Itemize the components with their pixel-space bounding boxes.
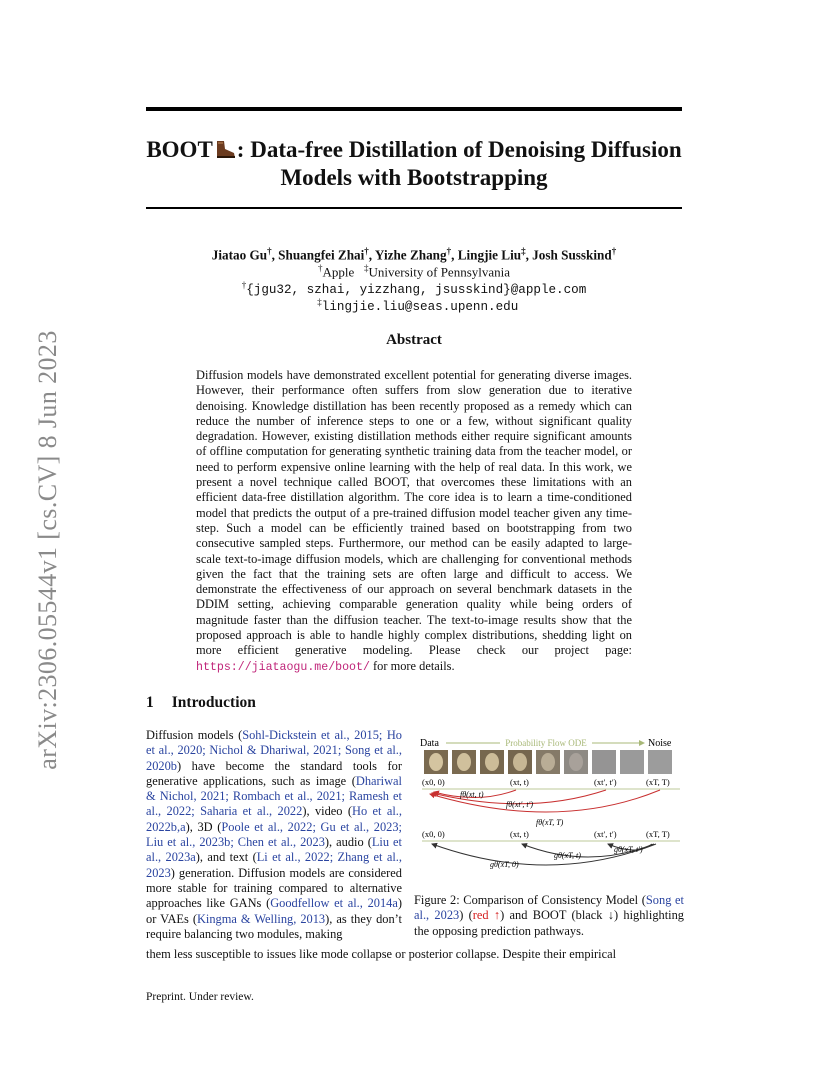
svg-text:fθ(xt′, t′): fθ(xt′, t′) xyxy=(506,800,533,809)
svg-text:fθ(xt, t): fθ(xt, t) xyxy=(460,790,484,799)
svg-text:(xt, t): (xt, t) xyxy=(510,777,529,787)
citation-link[interactable]: Sohl-Dickstein et al., 2015; Ho et al., 2020; Nichol & Dhariwal, 2021; Song et al., 2020b xyxy=(146,728,402,773)
citation-link[interactable]: Kingma & Welling, 2013 xyxy=(196,911,326,926)
affiliations: †Apple ‡University of Pennsylvania xyxy=(317,263,511,280)
citation-link[interactable]: Song et al., 2023 xyxy=(414,893,684,923)
citation-link[interactable]: Goodfellow et al., 2014a xyxy=(270,896,398,911)
svg-text:gθ(xT, t): gθ(xT, t) xyxy=(554,851,581,860)
bottom-state-labels xyxy=(422,829,670,839)
svg-text:gθ(xT, t′): gθ(xT, t′) xyxy=(614,845,643,854)
project-page-link[interactable]: https://jiataogu.me/boot/ xyxy=(196,660,370,674)
svg-text:(xt′, t′): (xt′, t′) xyxy=(594,777,617,787)
title-bottom-rule xyxy=(146,207,682,209)
citation-link[interactable]: Ho et al., 2022b,a xyxy=(146,804,403,834)
citation-link[interactable]: Li et al., 2022; Zhang et al., 2023 xyxy=(146,850,402,880)
top-rule xyxy=(146,107,682,111)
author-emails: †{jgu32, szhai, yizzhang, jsusskind}@apple.com ‡lingjie.liu@seas.upenn.edu xyxy=(241,280,587,315)
author-name: Josh Susskind xyxy=(532,247,612,263)
paper-title: BOOT : Data-free Distillation of Denoising Diffusion Models with Bootstrapping xyxy=(146,137,682,190)
figure-label-noise: Noise xyxy=(648,738,672,749)
boot-icon xyxy=(214,140,236,160)
figure-2-caption: Figure 2: Comparison of Consistency Model (Song et al., 2023) (red ↑) and BOOT (black ↓) highlighting the opposing prediction pathways. xyxy=(414,893,684,938)
author-name: Shuangfei Zhai xyxy=(278,247,365,263)
top-func-labels xyxy=(460,790,564,827)
svg-text:(xT, T): (xT, T) xyxy=(646,777,670,787)
figure-label-ode: Probability Flow ODE xyxy=(505,738,587,748)
svg-text:(xt′, t′): (xt′, t′) xyxy=(594,829,617,839)
citation-link[interactable]: Poole et al., 2022; Gu et al., 2023; Liu et al., 2023b; Chen et al., 2023 xyxy=(146,819,402,850)
footer-note: Preprint. Under review. xyxy=(146,991,254,1003)
citation-link[interactable]: Dhariwal & Nichol, 2021; Rombach et al., 2021; Ramesh et al., 2022; Saharia et al., 2022 xyxy=(146,773,402,819)
author-name: Lingjie Liu xyxy=(457,247,522,263)
svg-text:(x0, 0): (x0, 0) xyxy=(422,829,445,839)
arxiv-stamp: arXiv:2306.05544v1 [cs.CV] 8 Jun 2023 xyxy=(33,330,62,770)
figure-2-diagram xyxy=(418,734,684,884)
author-list: Jiatao Gu†, Shuangfei Zhai†, Yizhe Zhang†, Lingjie Liu‡, Josh Susskind† xyxy=(211,246,617,263)
cat-image-strip xyxy=(424,750,672,774)
section-heading: 1 Introduction xyxy=(146,694,256,711)
abstract-body: Diffusion models have demonstrated excellent potential for generating diverse images. However, their performance often suffers from slow generation due to iterative denoising. Knowledge distillation has been recently proposed as a remedy which can reduce the number of inference steps to one or a few, without significant quality degradation. However, existing distillation methods either require significant amounts of offline computation for generating synthetic training data from the teacher model, or need to perform expensive online learning with the help of real data. In this work, we present a novel technique called BOOT, that overcomes these limitations with an efficient data-free distillation algorithm. The core idea is to learn a time-conditioned model that predicts the output of a pre-trained diffusion model teacher given any time-step. Such a model can be efficiently trained based on bootstrapping from two consecutive sampled steps. Furthermore, our method can be easily adapted to large-scale text-to-image diffusion models, which are challenging for conventional methods given the fact that the training sets are often large and difficult to access. We demonstrate the effectiveness of our approach on several benchmark datasets in the DDIM setting, achieving comparable generation quality while being orders of magnitude faster than the diffusion teacher. The text-to-image results show that the proposed approach is able to handle highly complex distributions, shedding light on more efficient generative modeling. Please check our project page: https://jiataogu.me/boot/ for more details. xyxy=(196,368,632,674)
top-state-labels xyxy=(422,777,670,787)
svg-text:(xT, T): (xT, T) xyxy=(646,829,670,839)
svg-text:(x0, 0): (x0, 0) xyxy=(422,777,445,787)
citation-link[interactable]: Liu et al., 2023a xyxy=(146,835,403,865)
svg-text:gθ(xT, 0): gθ(xT, 0) xyxy=(490,860,519,869)
intro-paragraph: Diffusion models (Sohl-Dickstein et al., 2015; Ho et al., 2020; Nichol & Dhariwal, 2021; Song et al., 2020b) have become the standard tools for generative applications, such as image (Dhariwal & Nichol, 2021; Rombach et al., 2021; Ramesh et al., 2022; Saharia et al., 2022), video (Ho et al., 2022b,a), 3D (Poole et al., 2022; Gu et al., 2023; Liu et al., 2023b; Chen et al., 2023), audio (Liu et al., 2023a), and text (Li et al., 2022; Zhang et al., 2023) generation. Diffusion models are considered more stable for training compared to alternative approaches like GANs (Goodfellow et al., 2014a) or VAEs (Kingma & Welling, 2013), as they don’t require balancing two modules, making xyxy=(146,728,403,941)
author-name: Yizhe Zhang xyxy=(374,247,447,263)
bottom-func-labels xyxy=(490,845,643,869)
svg-text:(xt, t): (xt, t) xyxy=(510,829,529,839)
intro-full-width-line: them less susceptible to issues like mode collapse or posterior collapse. Despite their empirical xyxy=(146,947,617,961)
abstract-heading: Abstract xyxy=(386,332,442,348)
figure-label-data: Data xyxy=(420,738,439,749)
author-name: Jiatao Gu xyxy=(211,247,268,263)
email-upenn[interactable]: lingjie.liu@seas.upenn.edu xyxy=(321,300,519,315)
email-apple[interactable]: {jgu32, szhai, yizzhang, jsusskind}@apple.com xyxy=(246,283,587,298)
svg-text:fθ(xT, T): fθ(xT, T) xyxy=(536,818,564,827)
